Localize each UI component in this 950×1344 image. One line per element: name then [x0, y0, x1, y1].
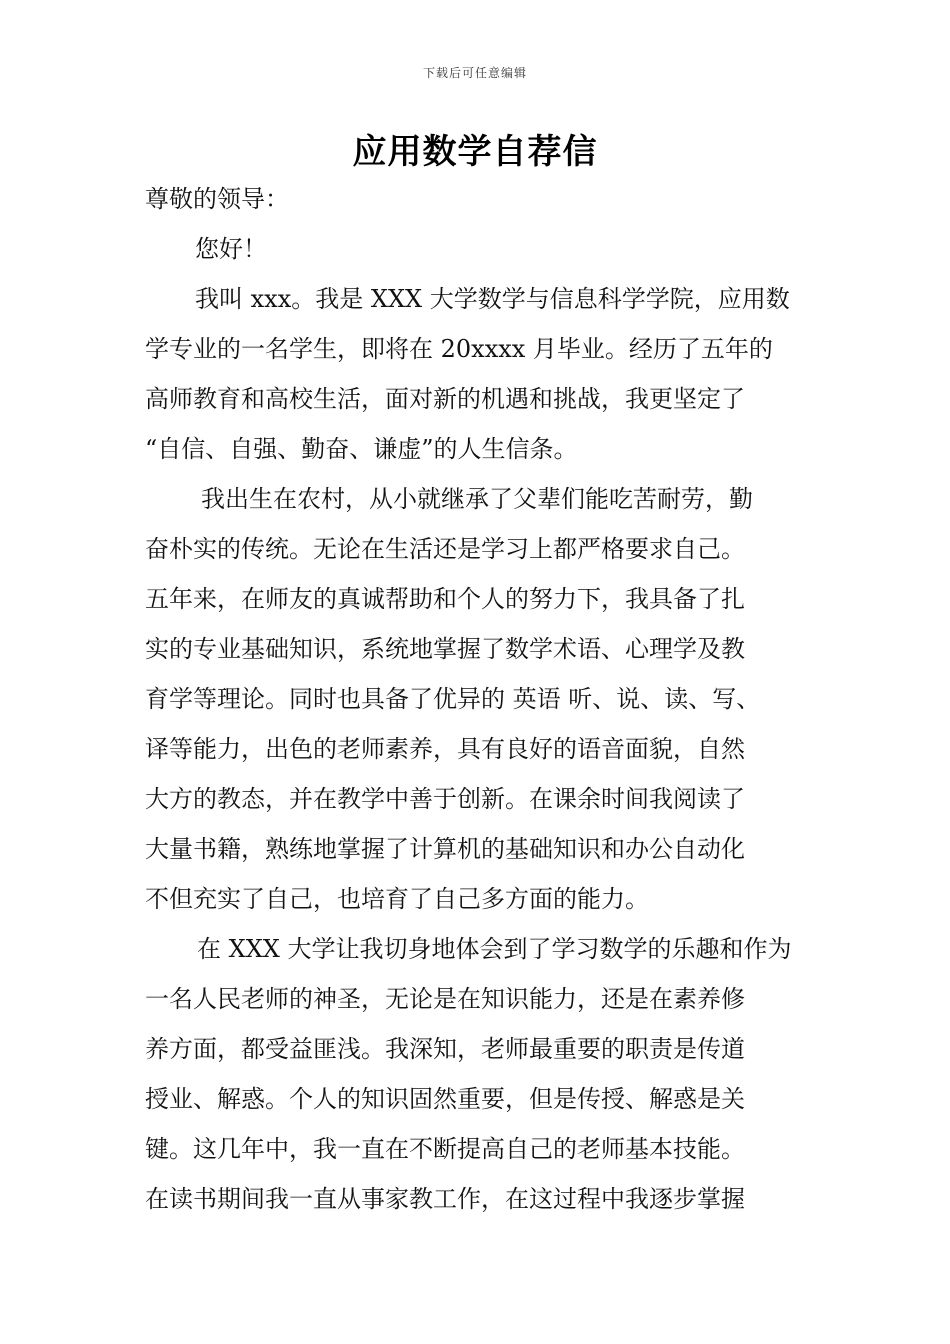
page-header: 下载后可任意编辑 — [422, 66, 527, 80]
paragraph-3-line: 键。这几年中，我一直在不断提高自己的老师基本技能。 — [145, 1135, 745, 1163]
salutation: 尊敬的领导： — [145, 185, 289, 213]
paragraph-2-line: 育学等理论。同时也具备了优异的 英语 听、说、读、写、 — [145, 685, 761, 713]
paragraph-2-line: 五年来，在师友的真诚帮助和个人的努力下，我具备了扎 — [145, 585, 745, 613]
paragraph-2-line: 大量书籍，熟练地掌握了计算机的基础知识和办公自动化 — [145, 835, 745, 863]
paragraph-3-line: 一名人民老师的神圣，无论是在知识能力，还是在素养修 — [145, 985, 745, 1013]
paragraph-2-line: 译等能力，出色的老师素养，具有良好的语音面貌，自然 — [145, 735, 745, 763]
paragraph-2-line: 实的专业基础知识，系统地掌握了数学术语、心理学及教 — [145, 635, 745, 663]
paragraph-3-line: 在读书期间我一直从事家教工作，在这过程中我逐步掌握 — [145, 1185, 745, 1213]
paragraph-1-line: 我叫 xxx。我是 XXX 大学数学与信息科学学院，应用数 — [195, 285, 790, 313]
paragraph-1-line: 高师教育和高校生活，面对新的机遇和挑战，我更坚定了 — [145, 385, 745, 413]
paragraph-2-line: 我出生在农村，从小就继承了父辈们能吃苦耐劳，勤 — [201, 485, 753, 513]
paragraph-1-line: 学专业的一名学生，即将在 20xxxx 月毕业。经历了五年的 — [145, 335, 773, 363]
paragraph-3-line: 授业、解惑。个人的知识固然重要，但是传授、解惑是关 — [145, 1085, 745, 1113]
letter-body — [145, 174, 807, 1224]
greeting: 您好！ — [195, 235, 267, 263]
paragraph-1-line: “自信、自强、勤奋、谦虚”的人生信条。 — [145, 435, 578, 463]
paragraph-2-line: 大方的教态，并在教学中善于创新。在课余时间我阅读了 — [145, 785, 745, 813]
document-title: 应用数学自荐信 — [352, 132, 598, 172]
paragraph-3-line: 在 XXX 大学让我切身地体会到了学习数学的乐趣和作为 — [197, 935, 792, 963]
paragraph-2-line: 奋朴实的传统。无论在生活还是学习上都严格要求自己。 — [145, 535, 745, 563]
paragraph-2-line: 不但充实了自己，也培育了自己多方面的能力。 — [145, 885, 649, 913]
paragraph-3-line: 养方面，都受益匪浅。我深知，老师最重要的职责是传道 — [145, 1035, 745, 1063]
